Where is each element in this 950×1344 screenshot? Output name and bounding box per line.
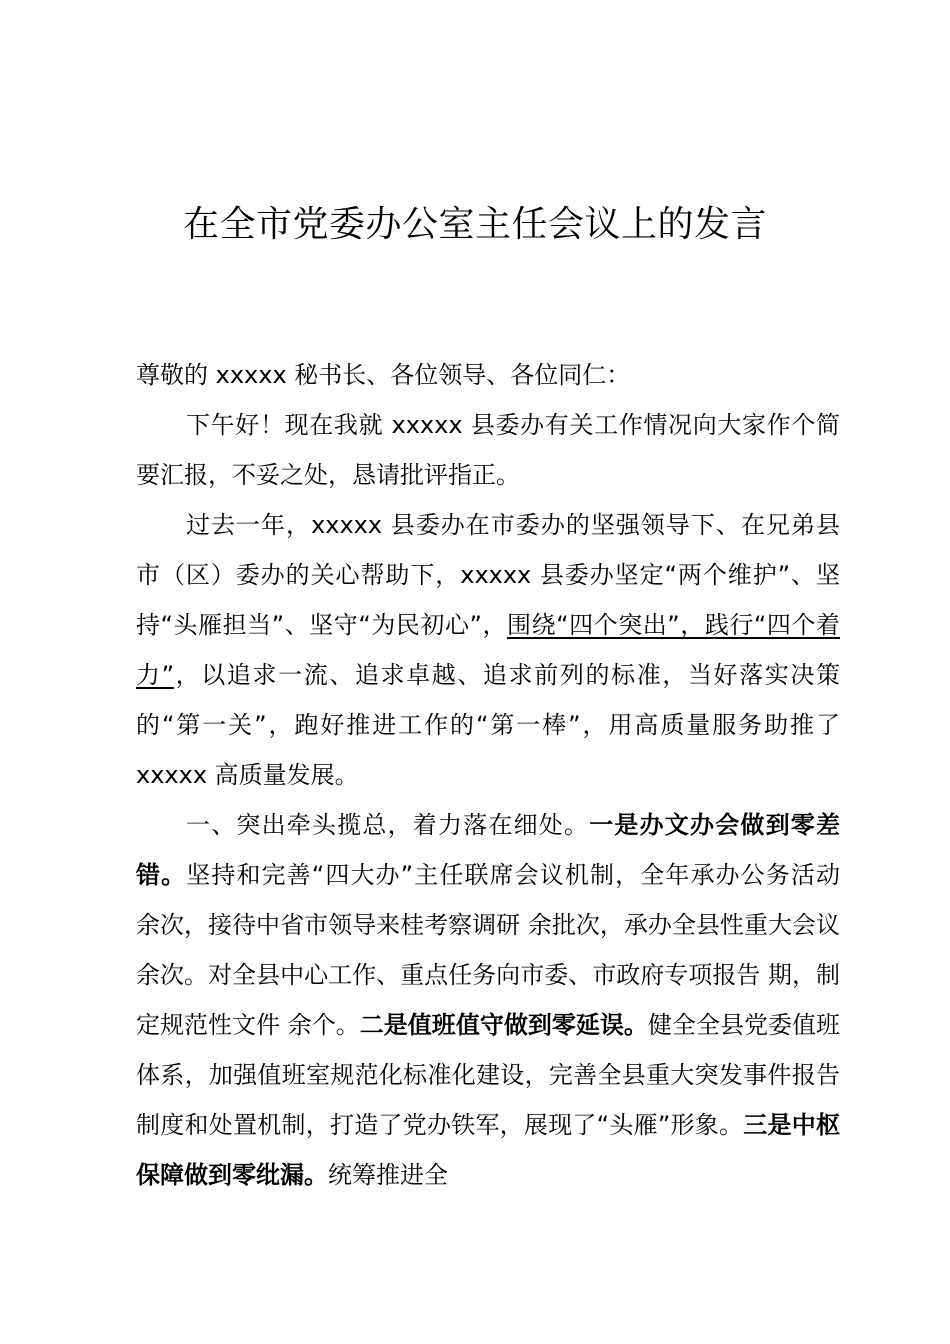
point-two-text: 健全全县党委值班体系，加强值班室规范化标准化建设，完善全县重大突发事件报告制度和处置机制，打造了党办铁军，展现了“头雁”形象。: [136, 1011, 841, 1139]
paragraph-section-one: [136, 800, 840, 1200]
point-two-heading: 二是值班值守做到零延误。: [359, 1011, 648, 1039]
summary-text-start: 过去一年，xxxxx 县委办在市委办的坚强领导下、在兄弟县市（区）委办的关心帮助下，xxxxx 县委办坚定“两个维护”、坚持“头雁担当”、坚守“为民初心”，: [136, 511, 840, 639]
salutation: 尊敬的 xxxxx 秘书长、各位领导、各位同仁：: [136, 361, 631, 389]
document-title: 在全市党委办公室主任会议上的发言: [182, 204, 767, 245]
point-three-text: 统筹推进全: [328, 1161, 448, 1189]
section-one-heading: 一、突出牵头揽总，着力落在细处。: [186, 811, 590, 839]
point-one-heading: 一是办文办会做到零差错。: [136, 811, 841, 889]
paragraph-greeting: 下午好！现在我就 xxxxx 县委办有关工作情况向大家作个简要汇报，不妥之处，恳请批评指正。: [136, 411, 840, 489]
summary-underlined-phrase: 围绕“四个突出”，践行“四个着力”: [136, 611, 840, 689]
document-body: [136, 350, 840, 1200]
summary-text-end: ，以追求一流、追求卓越、追求前列的标准，当好落实决策的“第一关”，跑好推进工作的“第一棒”，用高质量服务助推了 xxxxx 高质量发展。: [136, 661, 841, 789]
point-one-text: 坚持和完善“四大办”主任联席会议机制，全年承办公务活动 余次，接待中省市领导来桂考察调研 余批次，承办全县性重大会议 余次。对全县中心工作、重点任务向市委、市政府专项报告 期，制定规范性文件 余个。: [136, 861, 841, 1039]
paragraph-summary: [136, 500, 840, 800]
point-three-heading: 三是中枢保障做到零纰漏。: [136, 1111, 841, 1189]
